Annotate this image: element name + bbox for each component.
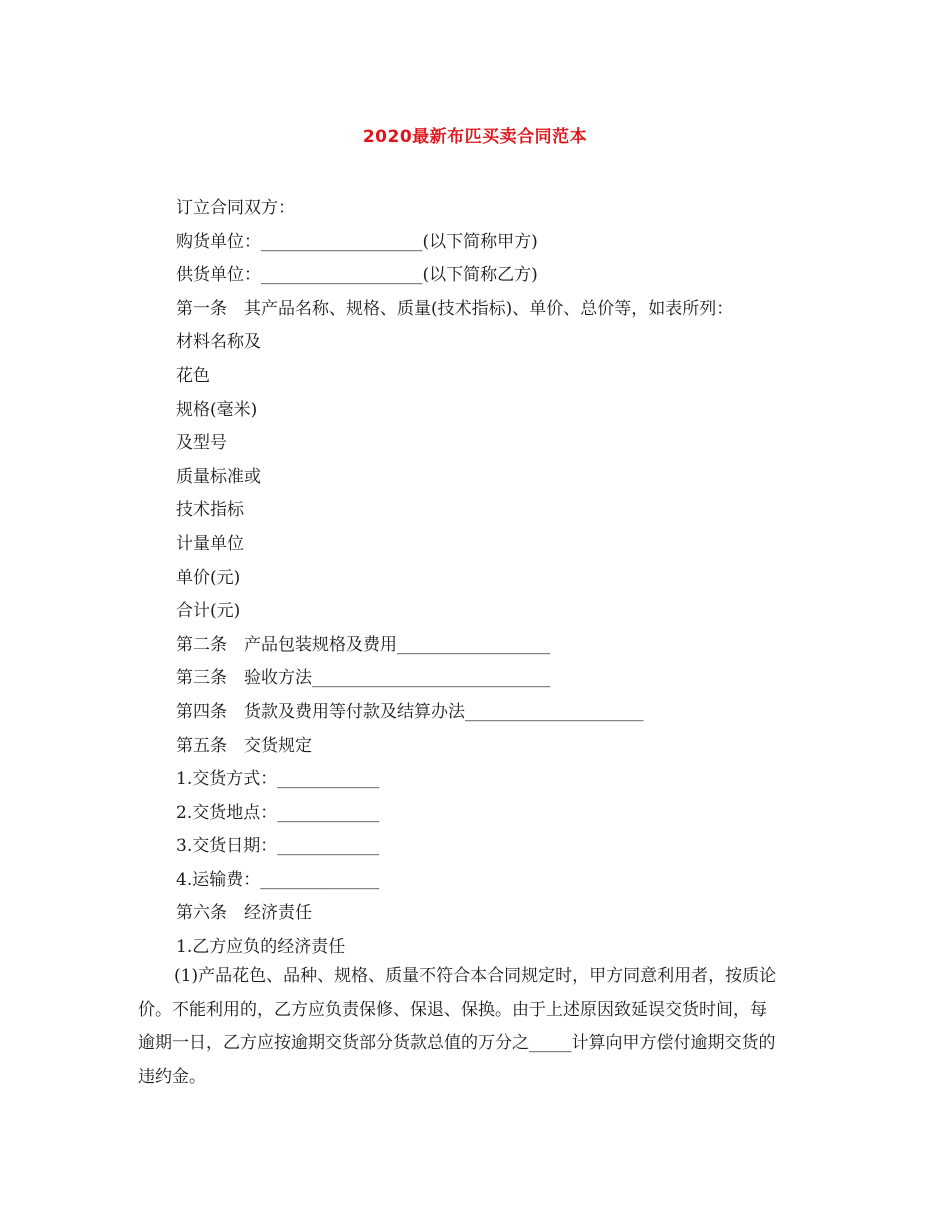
paragraph-text: (1)产品花色、品种、规格、质量不符合本合同规定时，甲方同意利用者，按质论价。不能利用的，乙方应负责保修、保退、保换。由于上述原因致延误交货时间，每逾期一日，乙方应按逾期交货部分货款总值的万分之_____计算向甲方偿付逾期交货的违约金。 bbox=[138, 966, 777, 1087]
text-line: 质量标准或 bbox=[176, 466, 261, 487]
text-line: 1.乙方应负的经济责任 bbox=[176, 937, 346, 958]
contract-body bbox=[176, 192, 816, 965]
document-title: 2020最新布匹买卖合同范本 bbox=[362, 127, 588, 147]
text-line: 第二条 产品包装规格及费用__________________ bbox=[176, 634, 550, 655]
text-line: 第一条 其产品名称、规格、质量(技术指标)、单价、总价等，如表所列： bbox=[176, 298, 734, 319]
text-line: 第三条 验收方法____________________________ bbox=[176, 668, 550, 689]
text-line: 单价(元) bbox=[176, 567, 241, 588]
text-line: 订立合同双方： bbox=[176, 198, 295, 218]
text-line: 第四条 货款及费用等付款及结算办法_____________________ bbox=[176, 701, 644, 722]
text-line: 及型号 bbox=[176, 433, 227, 454]
clause-paragraph bbox=[140, 960, 816, 1094]
text-line: 材料名称及 bbox=[176, 332, 261, 353]
text-line: 花色 bbox=[176, 365, 210, 386]
text-line: 3.交货日期：____________ bbox=[176, 836, 380, 857]
text-line: 技术指标 bbox=[176, 500, 244, 521]
text-line: 1.交货方式：____________ bbox=[176, 769, 380, 790]
text-line: 合计(元) bbox=[176, 601, 241, 622]
text-line: 第六条 经济责任 bbox=[176, 903, 312, 924]
text-line: 2.交货地点：____________ bbox=[176, 802, 380, 823]
text-line: 规格(毫米) bbox=[176, 399, 258, 420]
text-line: 4.运输费：______________ bbox=[176, 869, 380, 890]
text-line: 购货单位：___________________(以下简称甲方) bbox=[176, 231, 538, 252]
text-line: 第五条 交货规定 bbox=[176, 735, 312, 756]
text-line: 供货单位：___________________(以下简称乙方) bbox=[176, 265, 538, 286]
text-line: 计量单位 bbox=[176, 533, 244, 554]
